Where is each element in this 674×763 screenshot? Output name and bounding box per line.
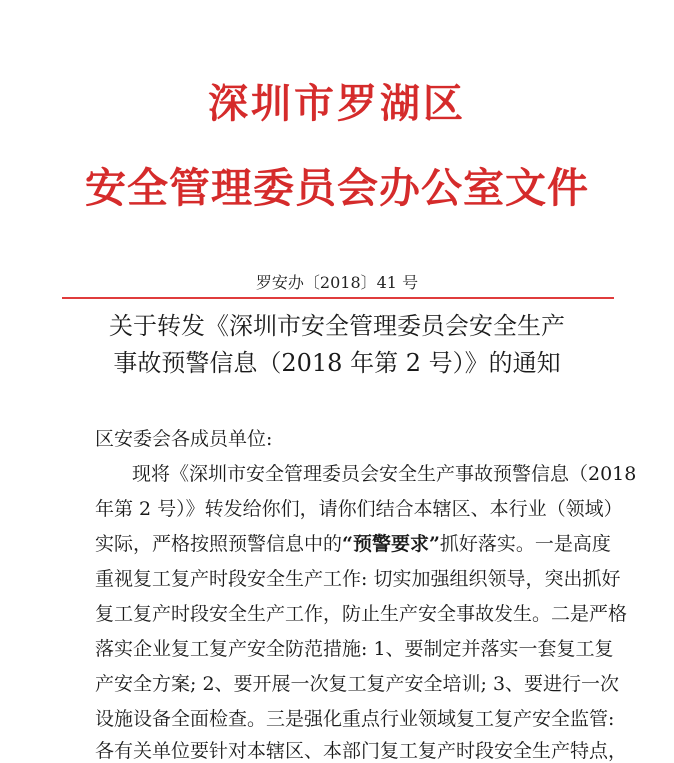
- issuing-organization: 深圳市罗湖区: [208, 80, 466, 127]
- document-type-header: 安全管理委员会办公室文件: [85, 164, 589, 212]
- body-text: 实际，严格按照预警信息中的: [95, 533, 343, 555]
- body-paragraph-line: 复工复产时段安全生产工作，防止生产安全事故发生。二是严格: [95, 603, 628, 625]
- body-paragraph-line: 各有关单位要针对本辖区、本部门复工复产时段安全生产特点，: [95, 740, 628, 762]
- notice-title-line-1: 关于转发《深圳市安全管理委员会安全生产: [109, 312, 565, 340]
- body-paragraph-line: 落实企业复工复产安全防范措施: 1、要制定并落实一套复工复: [95, 638, 614, 660]
- document-number: 罗安办〔2018〕41 号: [255, 273, 419, 292]
- notice-title-line-2: 事故预警信息（2018 年第 2 号）》的通知: [113, 349, 561, 377]
- body-paragraph-line: 年第 2 号）》转发给你们，请你们结合本辖区、本行业（领域）: [95, 498, 623, 520]
- body-paragraph-line: 现将《深圳市安全管理委员会安全生产事故预警信息（2018: [132, 463, 637, 485]
- body-paragraph-line: 重视复工复产时段安全生产工作: 切实加强组织领导，突出抓好: [95, 568, 621, 590]
- body-paragraph-line: 产安全方案; 2、要开展一次复工复产安全培训; 3、要进行一次: [95, 673, 620, 695]
- body-paragraph-line: [95, 529, 611, 556]
- addressee: 区安委会各成员单位:: [95, 428, 273, 450]
- body-paragraph-line: 设施设备全面检查。三是强化重点行业领域复工复产安全监管:: [95, 708, 615, 730]
- emphasized-text: “预警要求”: [342, 533, 440, 555]
- red-divider-line: [62, 297, 614, 299]
- body-text: 抓好落实。一是高度: [439, 533, 611, 555]
